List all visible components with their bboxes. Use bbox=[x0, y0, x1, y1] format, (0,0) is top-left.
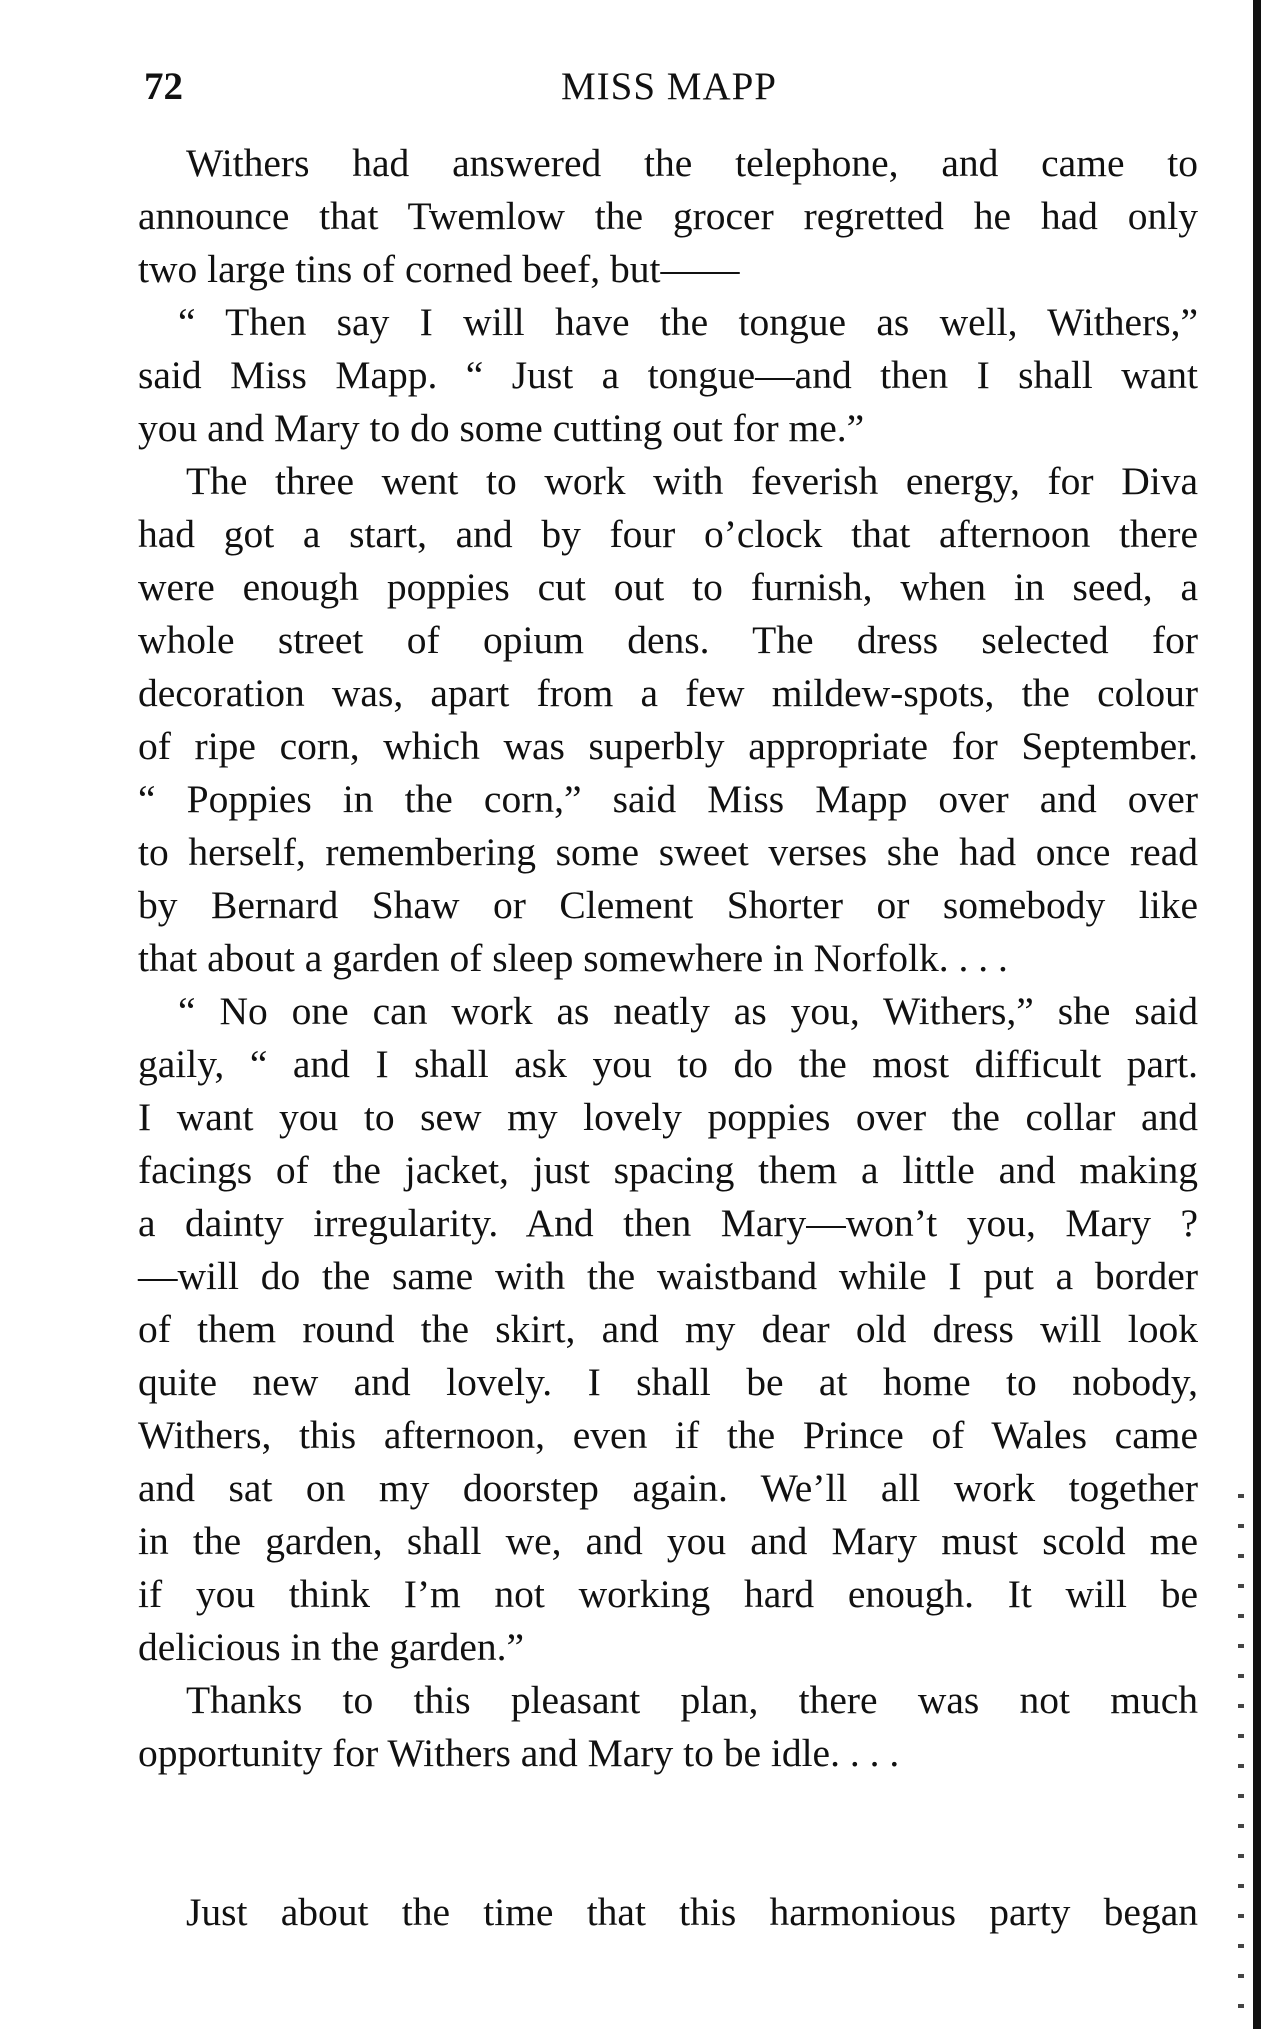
text-line: announce that Twemlow the grocer regretted he had only bbox=[138, 194, 1198, 238]
text-line: had got a start, and by four o’clock that afternoon there bbox=[138, 512, 1198, 556]
text-line: to herself, remembering some sweet verses she had once read bbox=[138, 830, 1198, 874]
text-line: if you think I’m not working hard enough. It will be bbox=[138, 1572, 1198, 1616]
text-line: Withers had answered the telephone, and came to bbox=[186, 141, 1198, 185]
text-line: delicious in the garden.” bbox=[138, 1625, 525, 1669]
running-header bbox=[140, 64, 1198, 120]
text-line: whole street of opium dens. The dress selected for bbox=[138, 618, 1198, 662]
text-line: Thanks to this pleasant plan, there was not much bbox=[186, 1678, 1198, 1722]
text-line: two large tins of corned beef, but—— bbox=[138, 247, 740, 291]
text-line: that about a garden of sleep somewhere in Norfolk. . . . bbox=[138, 936, 1008, 980]
text-line: a dainty irregularity. And then Mary—won’t you, Mary ? bbox=[138, 1201, 1198, 1245]
text-line: “ Then say I will have the tongue as well, Withers,” bbox=[178, 300, 1198, 344]
text-line: opportunity for Withers and Mary to be idle. . . . bbox=[138, 1731, 900, 1775]
text-line: I want you to sew my lovely poppies over the collar and bbox=[138, 1095, 1198, 1139]
text-line: by Bernard Shaw or Clement Shorter or somebody like bbox=[138, 883, 1198, 927]
page-edge-binding bbox=[1253, 0, 1261, 2029]
text-line: said Miss Mapp. “ Just a tongue—and then I shall want bbox=[138, 353, 1198, 397]
text-line: “ Poppies in the corn,” said Miss Mapp over and over bbox=[138, 777, 1198, 821]
page-number: 72 bbox=[144, 65, 183, 108]
text-line: and sat on my doorstep again. We’ll all work together bbox=[138, 1466, 1198, 1510]
text-line: in the garden, shall we, and you and Mary must scold me bbox=[138, 1519, 1198, 1563]
text-line: you and Mary to do some cutting out for me.” bbox=[138, 406, 865, 450]
scan-edge-marks bbox=[1238, 1480, 1244, 2020]
text-line: of ripe corn, which was superbly appropriate for September. bbox=[138, 724, 1198, 768]
page-body-text bbox=[138, 137, 1198, 1939]
text-line: gaily, “ and I shall ask you to do the most difficult part. bbox=[138, 1042, 1198, 1086]
text-line: decoration was, apart from a few mildew-spots, the colour bbox=[138, 671, 1198, 715]
text-line: The three went to work with feverish energy, for Diva bbox=[186, 459, 1198, 503]
section-break bbox=[138, 1780, 1198, 1886]
running-title: MISS MAPP bbox=[560, 65, 778, 108]
text-line: “ No one can work as neatly as you, Withers,” she said bbox=[178, 989, 1198, 1033]
text-line: Withers, this afternoon, even if the Prince of Wales came bbox=[138, 1413, 1198, 1457]
text-line: facings of the jacket, just spacing them a little and making bbox=[138, 1148, 1198, 1192]
text-line: were enough poppies cut out to furnish, when in seed, a bbox=[138, 565, 1198, 609]
text-line: of them round the skirt, and my dear old dress will look bbox=[138, 1307, 1198, 1351]
text-line: Just about the time that this harmonious party began bbox=[186, 1890, 1198, 1934]
text-line: —will do the same with the waistband while I put a border bbox=[138, 1254, 1198, 1298]
text-line: quite new and lovely. I shall be at home to nobody, bbox=[138, 1360, 1198, 1404]
